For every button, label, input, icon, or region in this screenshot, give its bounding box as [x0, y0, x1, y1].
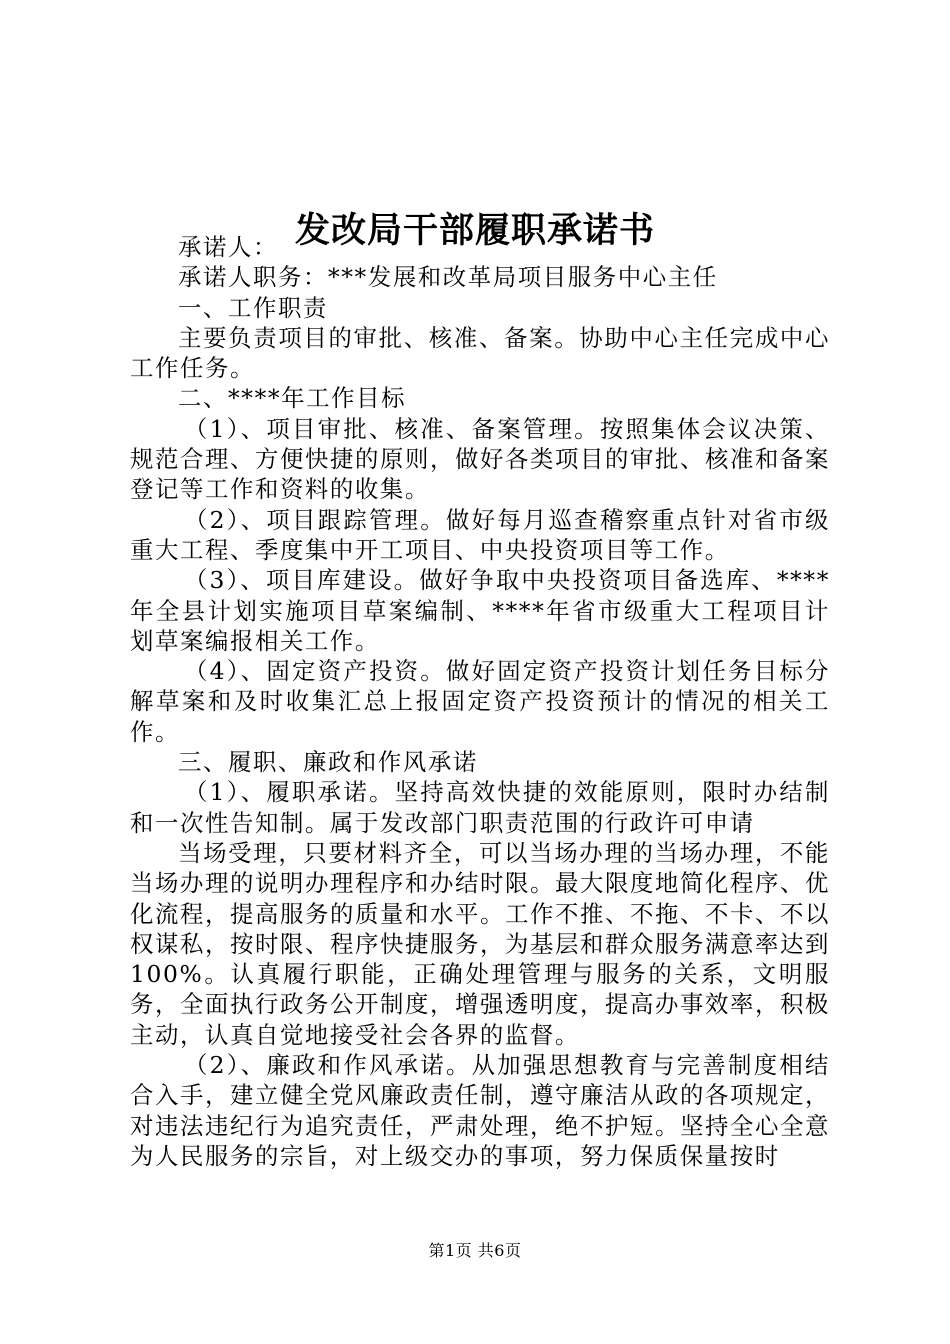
promisor-line: 承诺人：	[178, 233, 278, 261]
goal-item-3: （3）、项目库建设。做好争取中央投资项目备选库、****年全县计划实施项目草案编制、****年省市级重大工程项目计划草案编报相关工作。	[130, 566, 830, 655]
document-body	[130, 232, 830, 1171]
document-title: 发改局干部履职承诺书	[294, 210, 655, 252]
commitment-item-1-continued: 当场受理，只要材料齐全，可以当场办理的当场办理，不能当场办理的说明办理程序和办结时限。最大限度地简化程序、优化流程，提高服务的质量和水平。工作不推、不拖、不卡、不以权谋私，按时限、程序快捷服务，为基层和群众服务满意率达到100%。认真履行职能，正确处理管理与服务的关系，文明服务，全面执行政务公开制度，增强透明度，提高办事效率，积极主动，认真自觉地接受社会各界的监督。	[130, 838, 830, 1049]
goal-item-2: （2）、项目跟踪管理。做好每月巡查稽察重点针对省市级重大工程、季度集中开工项目、中央投资项目等工作。	[130, 505, 830, 564]
duties-paragraph: 主要负责项目的审批、核准、备案。协助中心主任完成中心工作任务。	[130, 323, 830, 383]
promisor-position-line: 承诺人职务：***发展和改革局项目服务中心主任	[178, 263, 718, 292]
goal-item-1: （1）、项目审批、核准、备案管理。按照集体会议决策、规范合理、方便快捷的原则，做好各类项目的审批、核准和备案登记等工作和资料的收集。	[130, 414, 830, 504]
section-heading-commitments: 三、履职、廉政和作风承诺	[178, 748, 478, 777]
commitment-item-1: （1）、履职承诺。坚持高效快捷的效能原则，限时办结制和一次性告知制。属于发改部门职责范围的行政许可申请	[130, 778, 830, 837]
section-heading-duties: 一、工作职责	[178, 293, 328, 322]
page-number-footer: 第1页 共6页	[428, 1241, 522, 1260]
section-heading-goals: 二、****年工作目标	[178, 384, 407, 413]
commitment-item-2: （2）、廉政和作风承诺。从加强思想教育与完善制度相结合入手，建立健全党风廉政责任制，遵守廉洁从政的各项规定，对违法违纪行为追究责任，严肃处理，绝不护短。坚持全心全意为人民服务的宗旨，对上级交办的事项，努力保质保量按时	[130, 1051, 830, 1170]
goal-item-4: （4）、固定资产投资。做好固定资产投资计划任务目标分解草案和及时收集汇总上报固定资产投资预计的情况的相关工作。	[130, 657, 830, 746]
